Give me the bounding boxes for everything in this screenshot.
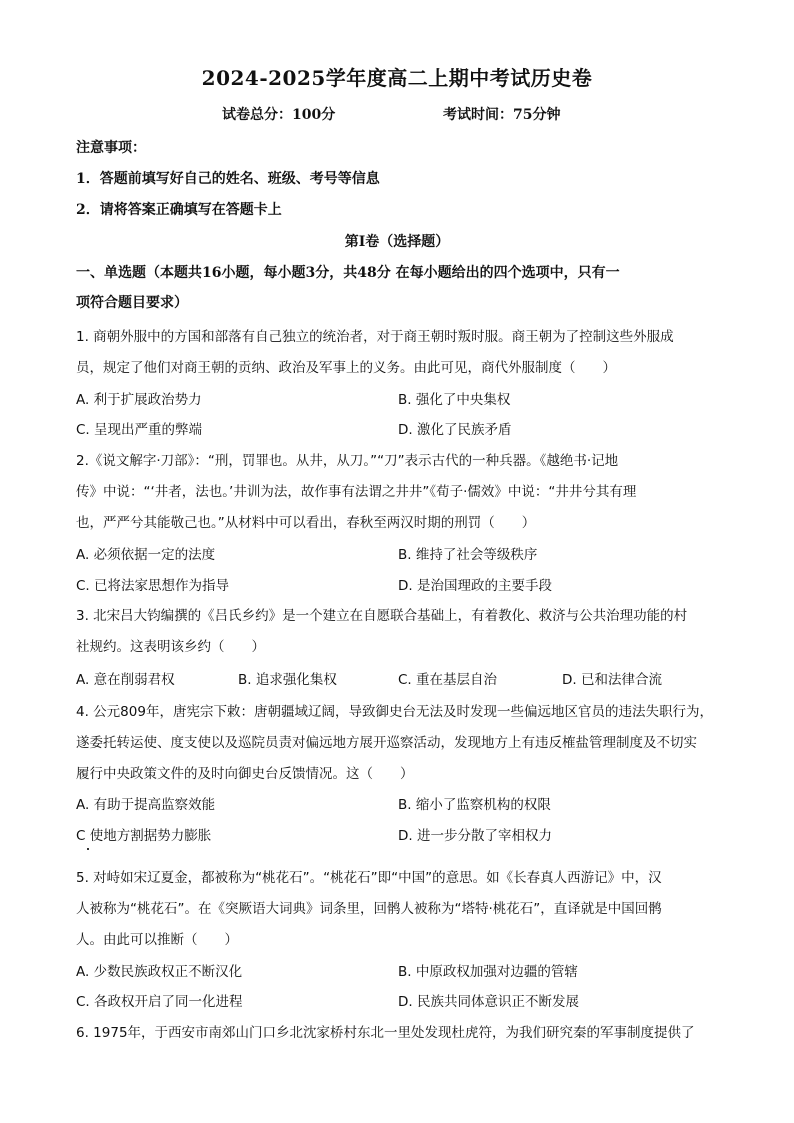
question-4-option-d[interactable]: D. 进一步分散了宰相权力 <box>398 828 552 844</box>
question-1-text: 1. 商朝外服中的方国和部落有自己独立的统治者，对于商王朝时叛时服。商王朝为了控制这些外服成 <box>76 329 674 345</box>
question-2-text: 2.《说文解字·刀部》：“刑，罚罪也。从井，从刀。”“刀”表示古代的一种兵器。《越绝书·记地 <box>76 453 619 469</box>
note-item: 2．请将答案正确填写在答题卡上 <box>76 202 282 218</box>
total-score: 试卷总分：100分 <box>222 107 336 123</box>
question-4-option-b[interactable]: B. 缩小了监察机构的权限 <box>398 797 551 813</box>
question-3-option-a[interactable]: A. 意在削弱君权 <box>76 672 175 688</box>
question-4-text: 遂委托转运使、度支使以及巡院员责对偏远地方展开巡察活动，发现地方上有违反榷盐管理制度及不切实 <box>76 735 697 751</box>
question-4-text: 履行中央政策文件的及时向御史台反馈情况。这（ ） <box>76 766 414 782</box>
question-1-option-c[interactable]: C. 呈现出严重的弊端 <box>76 422 203 438</box>
question-3-option-b[interactable]: B. 追求强化集权 <box>238 672 337 688</box>
section-instructions: 项符合题目要求） <box>76 295 188 311</box>
question-4-option-c[interactable]: C 使地方割据势力膨胀 <box>76 828 212 844</box>
section-instructions: 一、单选题（本题共16小题，每小题3分，共48分 在每小题给出的四个选项中，只有一 <box>76 265 620 281</box>
question-5-option-d[interactable]: D. 民族共同体意识正不断发展 <box>398 994 579 1010</box>
question-2-option-c[interactable]: C. 已将法家思想作为指导 <box>76 578 230 594</box>
question-3-text: 社规约。这表明该乡约（ ） <box>76 639 265 655</box>
question-1-option-a[interactable]: A. 利于扩展政治势力 <box>76 392 202 408</box>
question-3-option-c[interactable]: C. 重在基层自治 <box>398 672 498 688</box>
question-4-text: 4. 公元809年，唐宪宗下敕：唐朝疆域辽阔，导致御史台无法及时发现一些偏远地区官员的违法失职行为， <box>76 704 713 720</box>
question-5-text: 人。由此可以推断（ ） <box>76 932 238 948</box>
exam-title: 2024-2025学年度高二上期中考试历史卷 <box>201 66 593 90</box>
question-5-text: 人被称为“桃花石”。在《突厥语大词典》词条里，回鹘人被称为“塔特·桃花石”，直译就是中国回鹘 <box>76 901 662 917</box>
question-1-option-b[interactable]: B. 强化了中央集权 <box>398 392 511 408</box>
question-5-option-a[interactable]: A. 少数民族政权正不断汉化 <box>76 964 243 980</box>
question-2-text: 也，严严兮其能敬己也。”从材料中可以看出，春秋至两汉时期的刑罚（ ） <box>76 515 536 531</box>
question-5-option-b[interactable]: B. 中原政权加强对边疆的管辖 <box>398 964 578 980</box>
question-2-option-d[interactable]: D. 是治国理政的主要手段 <box>398 578 552 594</box>
question-4-option-a[interactable]: A. 有助于提高监察效能 <box>76 797 216 813</box>
question-2-option-a[interactable]: A. 必须依据一定的法度 <box>76 547 216 563</box>
stray-mark <box>87 848 89 850</box>
question-2-option-b[interactable]: B. 维持了社会等级秩序 <box>398 547 538 563</box>
question-1-text: 员，规定了他们对商王朝的贡纳、政治及军事上的义务。由此可见，商代外服制度（ ） <box>76 360 616 376</box>
question-6-text: 6. 1975年，于西安市南郊山门口乡北沈家桥村东北一里处发现杜虎符，为我们研究秦的军事制度提供了 <box>76 1025 695 1041</box>
question-5-text: 5. 对峙如宋辽夏金，都被称为“桃花石”。“桃花石”即“中国”的意思。如《长春真人西游记》中，汉 <box>76 870 662 886</box>
question-2-text: 传》中说：“‘井者，法也。’井训为法，故作事有法谓之井井”《荀子·儒效》中说：“井井兮其有理 <box>76 484 637 500</box>
exam-time: 考试时间：75分钟 <box>443 107 561 123</box>
note-item: 1．答题前填写好自己的姓名、班级、考号等信息 <box>76 171 380 187</box>
question-3-text: 3. 北宋吕大钧编撰的《吕氏乡约》是一个建立在自愿联合基础上，有着教化、救济与公共治理功能的村 <box>76 608 688 624</box>
section-title: 第I卷（选择题） <box>344 234 450 250</box>
notes-heading: 注意事项： <box>76 140 146 156</box>
question-3-option-d[interactable]: D. 已和法律合流 <box>562 672 662 688</box>
question-5-option-c[interactable]: C. 各政权开启了同一化进程 <box>76 994 243 1010</box>
question-1-option-d[interactable]: D. 激化了民族矛盾 <box>398 422 512 438</box>
